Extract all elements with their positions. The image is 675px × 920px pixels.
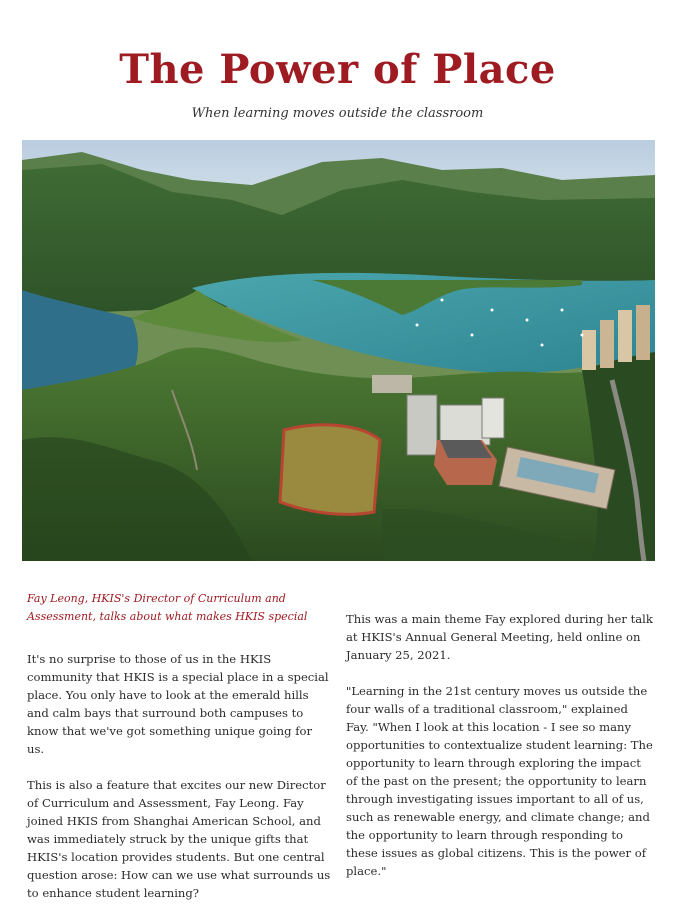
page-subtitle: When learning moves outside the classroom — [191, 106, 484, 121]
paragraph: It's no surprise to those of us in the HKIS community that HKIS is a special place in a special place. You only have to look at the emerald hills and calm bays that surround both campuses to know that we've got something unique going for us. — [27, 652, 329, 756]
article-left-column — [27, 590, 332, 920]
sports-field — [280, 425, 380, 515]
paragraph: This was a main theme Fay explored during her talk at HKIS's Annual General Meeting, held online on January 25, 2021. — [346, 612, 653, 662]
paragraph: "Learning in the 21st century moves us outside the four walls of a traditional classroom," explained Fay. "When I look at this location - I see so many opportunities to contextualize student learning: The opportunity to learn through exploring the impact of the past on the present; the opportunity to learn through investigating issues important to all of us, such as renewable energy, and climate change; and the opportunity to learn through responding to these issues as global citizens. This is the power of place." — [346, 684, 653, 878]
aerial-campus-photo — [22, 140, 655, 561]
page-title: The Power of Place — [119, 46, 556, 93]
article-byline: Fay Leong, HKIS's Director of Curriculum and Assessment, talks about what makes HKIS special — [27, 592, 308, 623]
paragraph: This is also a feature that excites our new Director of Curriculum and Assessment, Fay Leong. Fay joined HKIS from Shanghai American School, and was immediately struck by the unique gifts that HKIS's location provides students. But one central question arose: How can we use what surrounds us to enhance student learning? — [27, 778, 331, 900]
article-right-column — [346, 610, 654, 898]
